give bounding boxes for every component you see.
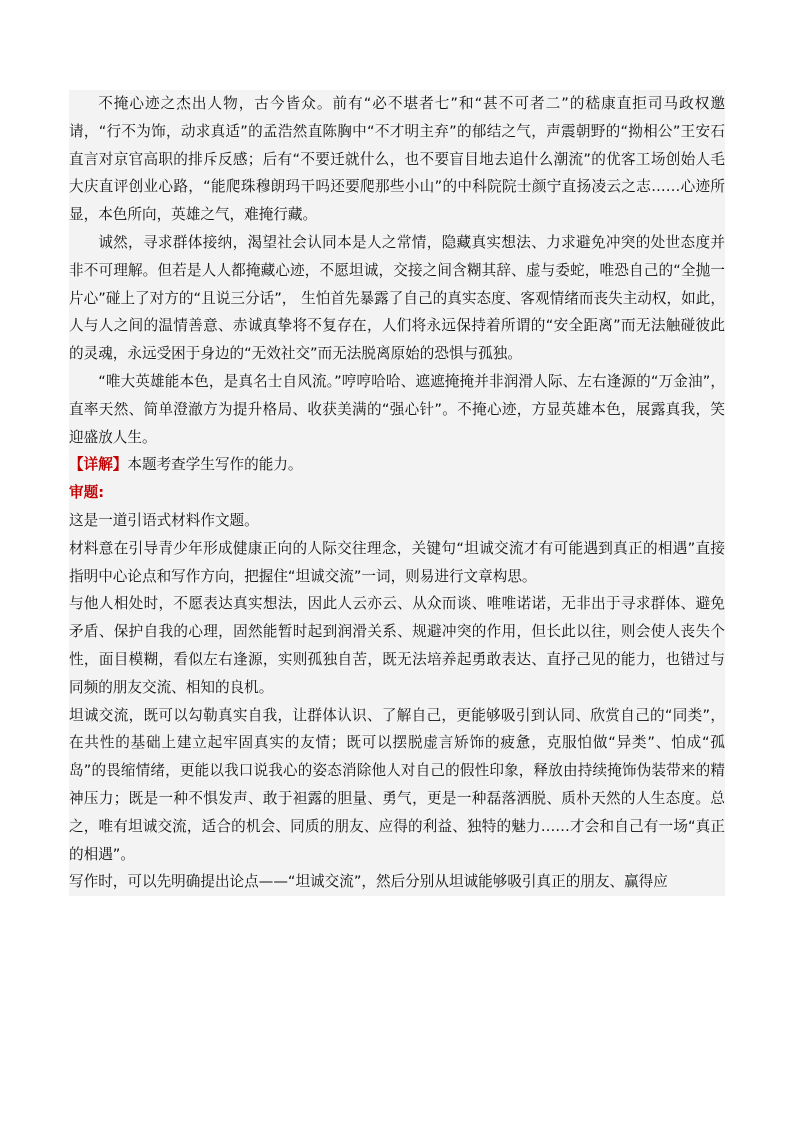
review-heading: 审题:	[69, 484, 105, 502]
review-paragraph-3: 与他人相处时，不愿表达真实想法，因此人云亦云、从众而谈、唯唯诺诺，无非出于寻求群体、避免矛盾、保护自我的心理，固然能暂时起到润滑关系、规避冲突的作用，但长此以往，则会使人丧失个性，面目模糊，看似左右逢源，实则孤独自苦，既无法培养起勇敢表达、直抒己见的能力，也错过与同频的朋友交流、相知的良机。	[69, 595, 725, 696]
review-paragraph-2: 材料意在引导青少年形成健康正向的人际交往理念，关键句“坦诚交流才有可能遇到真正的相遇”直接指明中心论点和写作方向，把握住“坦诚交流”一词，则易进行文章构思。	[69, 539, 725, 585]
detail-label: 【详解】	[69, 456, 128, 474]
review-paragraph-4: 坦诚交流，既可以勾勒真实自我，让群体认识、了解自己，更能够吸引到认同、欣赏自己的“同类”，在共性的基础上建立起牢固真实的友情；既可以摆脱虚言矫饰的疲惫，克服怕做“异类”、怕成“孤岛”的畏缩情绪，更能以我口说我心的姿态消除他人对自己的假性印象，释放由持续掩饰伪装带来的精神压力；既是一种不惧发声、敢于袒露的胆量、勇气，更是一种磊落洒脱、质朴天然的人生态度。总之，唯有坦诚交流，适合的机会、同质的朋友、应得的利益、独特的魅力……才会和自己有一场“真正的相遇”。	[69, 706, 725, 863]
review-paragraph-5: 写作时，可以先明确提出论点——“坦诚交流”，然后分别从坦诚能够吸引真正的朋友、赢得应	[69, 873, 668, 891]
review-paragraph-1: 这是一道引语式材料作文题。	[69, 511, 259, 529]
essay-paragraph-1: 不掩心迹之杰出人物，古今皆众。前有“必不堪者七”和“甚不可者二”的嵇康直拒司马政权邀请，“行不为饰，动求真适”的孟浩然直陈胸中“不才明主弃”的郁结之气，声震朝野的“拗相公”王安石直言对京官高职的排斥反感；后有“不要迁就什么，也不要盲目地去追什么潮流”的优客工场创始人毛大庆直评创业心路，“能爬珠穆朗玛干吗还要爬那些小山”的中科院院士颜宁直扬凌云之志……心迹所显，本色所向，英雄之气，难掩行藏。	[69, 95, 725, 224]
essay-paragraph-2: 诚然，寻求群体接纳，渴望社会认同本是人之常情，隐藏真实想法、力求避免冲突的处世态度并非不可理解。但若是人人都掩藏心迹，不愿坦诚，交接之间含糊其辞、虚与委蛇，唯恐自己的“全抛一片心”碰上了对方的“且说三分话”， 生怕首先暴露了自己的真实态度、客观情绪而丧失主动权，如此，人与人之间的温情善意、赤诚真挚将不复存在，人们将永远保持着所谓的“安全距离”而无法触碰彼此的灵魂，永远受困于身边的“无效社交”而无法脱离原始的恐惧与孤独。	[69, 233, 725, 363]
document-page	[69, 90, 725, 896]
detail-paragraph	[69, 451, 725, 479]
detail-text: 本题考查学生写作的能力。	[127, 456, 303, 474]
essay-paragraph-3: “唯大英雄能本色，是真名士自风流。”哼哼哈哈、遮遮掩掩并非润滑人际、左右逢源的“万金油”，直率天然、简单澄澈方为提升格局、收获美满的“强心针”。不掩心迹，方显英雄本色，展露真我，笑迎盛放人生。	[69, 372, 725, 446]
